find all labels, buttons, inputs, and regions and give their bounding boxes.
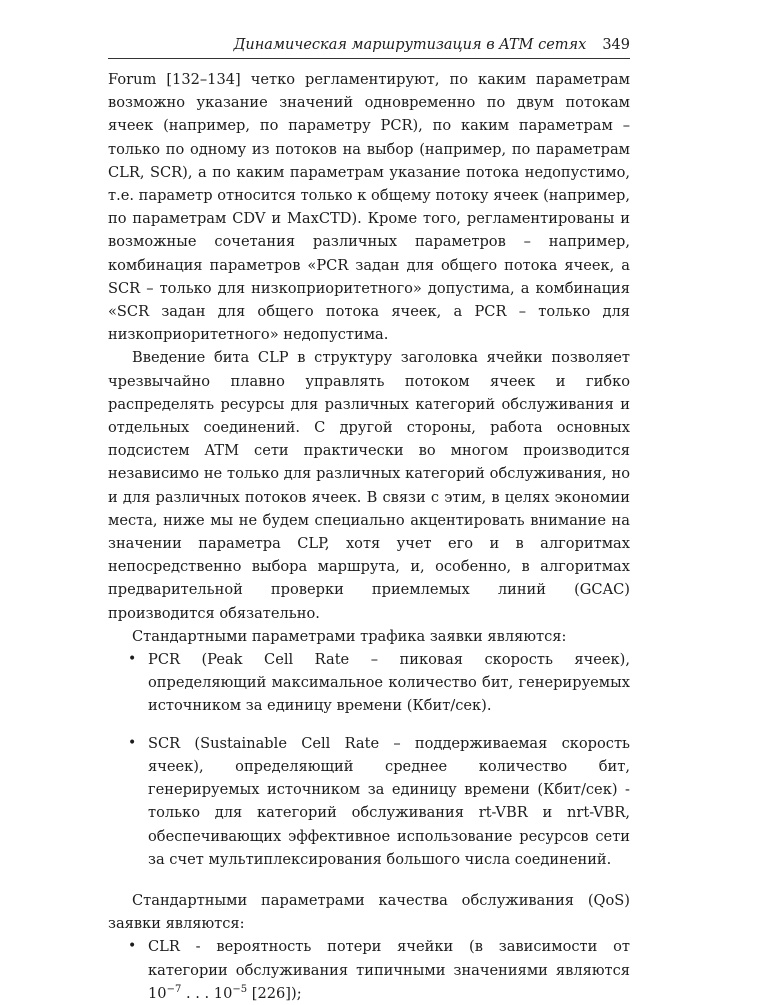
bullet-icon: • (128, 734, 137, 751)
bullet-icon: • (128, 938, 137, 955)
qos-parameters-list (108, 935, 630, 1005)
paragraph-forum-regulations: Forum [132–134] четко регламентируют, по каким параметрам возможно указание значений одновременно по двум потокам ячеек (например, по параметру PCR), по каким параметрам – только по одному из потоков на выбор (например, по параметрам CLR, SCR), а по каким параметрам указание потока недопустимо, т.е. параметр относится только к общему потоку ячеек (например, по параметрам CDV и MaxCTD). Кроме того, регламентированы и возможные сочетания различных параметров – например, комбинация параметров «PCR задан для общего потока ячеек, а SCR – только для низкоприоритетного» допустима, а комбинация «SCR задан для общего потока ячеек, а PCR – только для низкоприоритетного» недопустима. (108, 71, 630, 344)
clr-reference: [226]); (247, 984, 302, 1002)
running-header (108, 34, 630, 59)
paragraph-clp-bit: Введение бита CLP в структуру заголовка ячейки позволяет чрезвычайно плавно управлять потоком ячеек и гибко распределять ресурсы для различных категорий обслуживания и отдельных соединений. С другой стороны, работа основных подсистем ATM сети практически во многом производится независимо не только для различных категорий обслуживания, но и для различных потоков ячеек. В связи с этим, в целях экономии места, ниже мы не будем специально акцентировать внимание на значении параметра CLP, хотя учет его и в алгоритмах непосредственно выбора маршрута, и, особенно, в алгоритмах предварительной проверки приемлемых линий (GCAC) производится обязательно. (108, 349, 630, 622)
running-title: Динамическая маршрутизация в ATM сетях (233, 37, 587, 53)
clr-text: CLR - вероятность потери ячейки (в зависимости от категории обслуживания типичными значениями являются 10 (148, 938, 630, 1002)
page-number: 349 (602, 37, 630, 53)
list-item-clr (108, 935, 630, 1005)
list-item-text: PCR (Peak Cell Rate – пиковая скорость ячеек), определяющий максимальное количество бит, генерируемых источником за единицу времени (Кбит/сек). (148, 651, 630, 715)
clr-exponent-min: −7 (166, 983, 182, 995)
body-text (108, 68, 630, 1005)
paragraph-qos-params-intro: Стандартными параметрами качества обслуживания (QoS) заявки являются: (108, 891, 630, 933)
list-item-text (148, 935, 630, 1005)
traffic-parameters-list (108, 648, 630, 871)
list-item-text: SCR (Sustainable Cell Rate – поддерживаемая скорость ячеек), определяющий среднее количество бит, генерируемых источником за единицу времени (Кбит/сек) - только для категорий обслуживания rt-VBR и nrt-VBR, обеспечивающих эффективное использование ресурсов сети за счет мультиплексирования большого числа соединений. (148, 734, 630, 868)
list-item-scr (108, 732, 630, 871)
paragraph-traffic-params-intro: Стандартными параметрами трафика заявки являются: (132, 627, 567, 645)
list-item-pcr (108, 648, 630, 718)
clr-exponent-max: −5 (232, 983, 248, 995)
clr-range-separator: . . . 10 (181, 984, 233, 1002)
bullet-icon: • (128, 651, 137, 668)
